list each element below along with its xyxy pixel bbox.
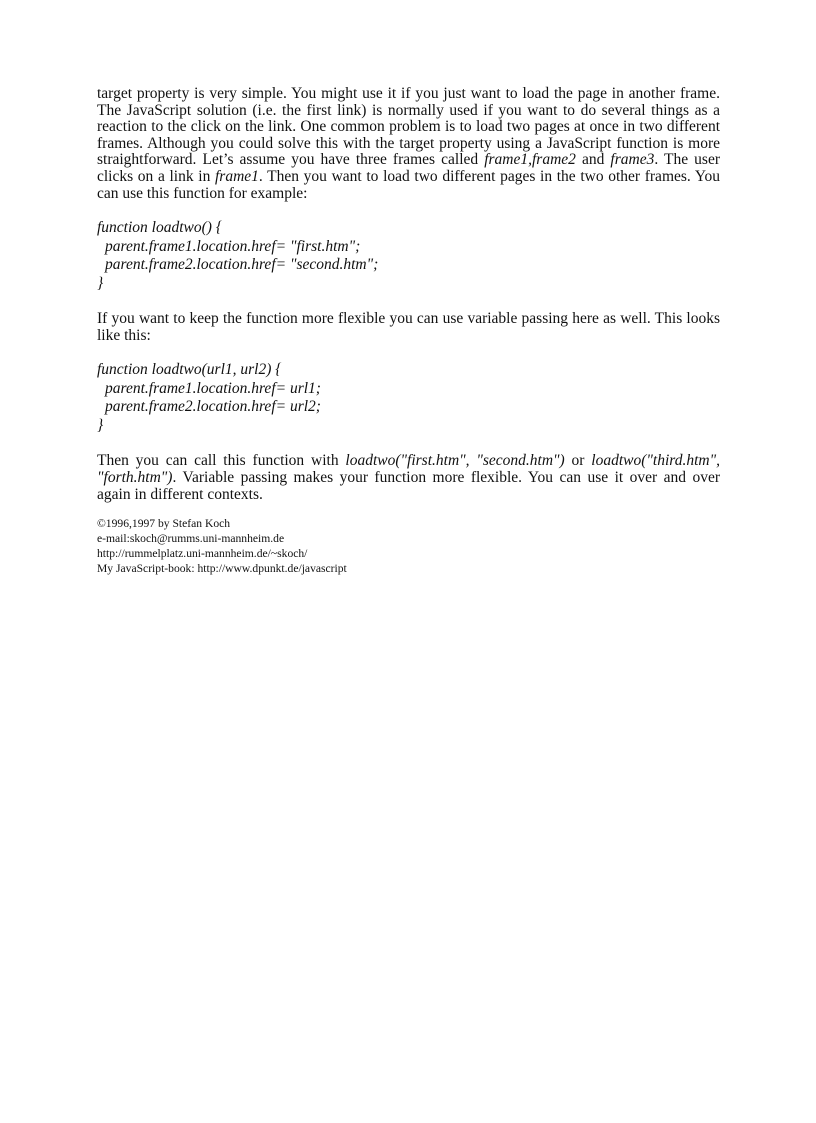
book-line: My JavaScript-book: http://www.dpunkt.de/javascript: [97, 561, 347, 575]
code-line: }: [97, 416, 104, 434]
call-example-2: loadtwo("third.htm", "forth.htm"): [97, 452, 720, 486]
author-footer: [97, 517, 720, 577]
intro-text-2: and: [575, 151, 611, 169]
code-line: }: [97, 274, 104, 292]
frame-names: frame1,frame2: [484, 151, 576, 169]
code-line: function loadtwo(url1, url2) {: [97, 361, 282, 379]
frame3-name: frame3: [610, 151, 655, 169]
code-line: parent.frame1.location.href= "first.htm";: [105, 237, 361, 255]
intro-text-1: target property is very simple. You might use it if you just want to load the page in another frame. The JavaScript solution (i.e. the first link) is normally used if you want to do several things as a reaction to the click on the link. One common problem is to load two pages at once in two different frames. Although you could solve this with the target property using a JavaScript function is more straightforward. Let’s assume you have three frames called: [97, 85, 720, 169]
code-line: function loadtwo() {: [97, 219, 223, 237]
intro-text-4: . Then you want to load two different pages in the two other frames. You can use this function for example:: [97, 167, 721, 202]
code-block-loadtwo-params: [97, 361, 720, 435]
intro-text-3: . The user clicks on a link in: [97, 151, 720, 185]
usage-text-2: or: [564, 452, 592, 470]
copyright-line: ©1996,1997 by Stefan Koch: [97, 517, 231, 531]
intro-paragraph: [97, 86, 720, 202]
code-line: parent.frame1.location.href= url1;: [105, 379, 321, 397]
code-line: parent.frame2.location.href= "second.htm";: [105, 256, 379, 274]
usage-text-1: Then you can call this function with: [97, 452, 346, 470]
homepage-line: http://rummelplatz.uni-mannheim.de/~skoch/: [97, 546, 308, 560]
code-line: parent.frame2.location.href= url2;: [105, 398, 321, 416]
call-example-1: loadtwo("first.htm", "second.htm"): [345, 452, 565, 470]
flexibility-paragraph: If you want to keep the function more flexible you can use variable passing here as well. This looks like this:: [97, 310, 720, 344]
frame1-name: frame1: [215, 167, 259, 185]
usage-paragraph: [97, 453, 720, 503]
document-page: [97, 86, 720, 577]
usage-text-3: . Variable passing makes your function more flexible. You can use it over and over again in different contexts.: [97, 468, 720, 503]
code-block-loadtwo: [97, 219, 720, 293]
email-line: e-mail:skoch@rumms.uni-mannheim.de: [97, 532, 285, 546]
